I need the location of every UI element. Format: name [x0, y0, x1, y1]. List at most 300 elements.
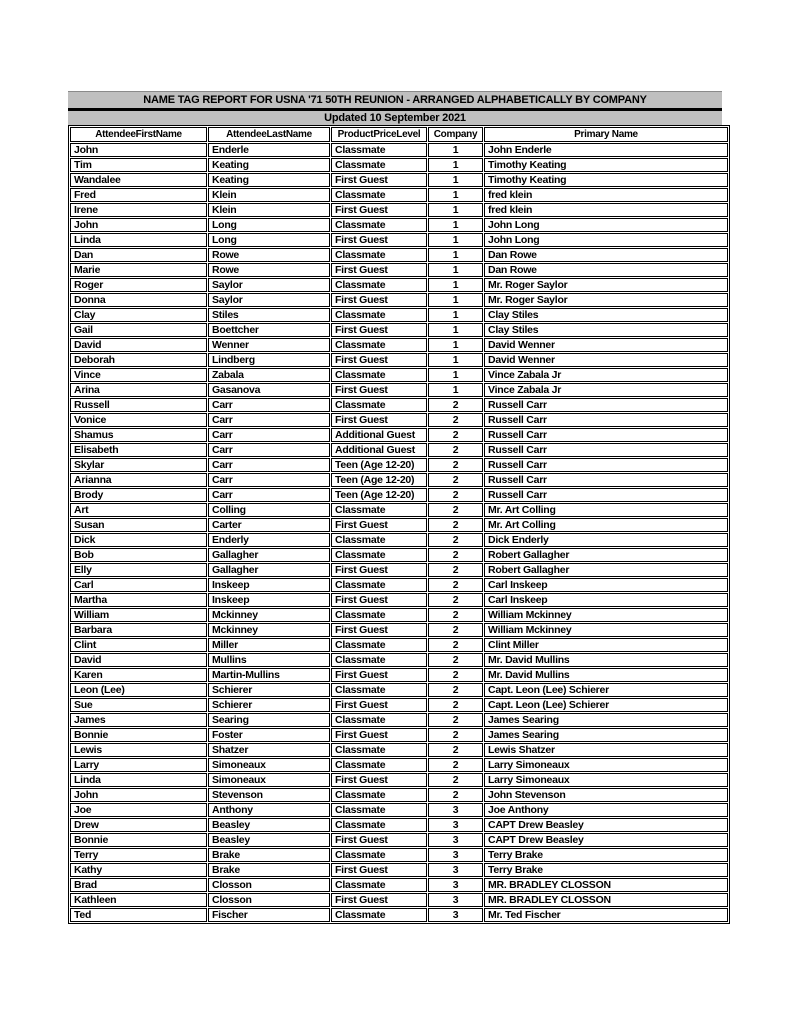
- cell-product-price-level: Classmate: [331, 758, 427, 772]
- cell-company: 2: [428, 578, 483, 592]
- cell-company: 1: [428, 308, 483, 322]
- cell-attendee-last-name: Boettcher: [208, 323, 330, 337]
- cell-primary-name: CAPT Drew Beasley: [484, 833, 728, 847]
- cell-company: 2: [428, 608, 483, 622]
- cell-attendee-first-name: Kathleen: [70, 893, 207, 907]
- cell-company: 2: [428, 503, 483, 517]
- table-row: [70, 833, 728, 847]
- cell-product-price-level: First Guest: [331, 833, 427, 847]
- cell-attendee-last-name: Shatzer: [208, 743, 330, 757]
- cell-primary-name: Dick Enderly: [484, 533, 728, 547]
- cell-product-price-level: Classmate: [331, 653, 427, 667]
- cell-primary-name: MR. BRADLEY CLOSSON: [484, 878, 728, 892]
- cell-attendee-first-name: Brad: [70, 878, 207, 892]
- table-row: [70, 893, 728, 907]
- cell-product-price-level: Classmate: [331, 878, 427, 892]
- table-row: [70, 158, 728, 172]
- cell-attendee-last-name: Inskeep: [208, 578, 330, 592]
- cell-attendee-last-name: Carr: [208, 488, 330, 502]
- cell-attendee-first-name: John: [70, 788, 207, 802]
- cell-attendee-first-name: Leon (Lee): [70, 683, 207, 697]
- table-row: [70, 308, 728, 322]
- cell-company: 1: [428, 353, 483, 367]
- cell-product-price-level: First Guest: [331, 593, 427, 607]
- cell-company: 2: [428, 458, 483, 472]
- cell-company: 2: [428, 788, 483, 802]
- cell-attendee-first-name: Karen: [70, 668, 207, 682]
- cell-product-price-level: Classmate: [331, 338, 427, 352]
- cell-company: 1: [428, 293, 483, 307]
- cell-attendee-first-name: Clint: [70, 638, 207, 652]
- cell-primary-name: Mr. Art Colling: [484, 503, 728, 517]
- cell-company: 1: [428, 248, 483, 262]
- cell-attendee-last-name: Carr: [208, 428, 330, 442]
- cell-attendee-last-name: Saylor: [208, 278, 330, 292]
- table-row: [70, 488, 728, 502]
- name-tag-table: [68, 125, 730, 924]
- cell-attendee-last-name: Martin-Mullins: [208, 668, 330, 682]
- cell-attendee-first-name: Roger: [70, 278, 207, 292]
- cell-attendee-first-name: Linda: [70, 233, 207, 247]
- table-row: [70, 593, 728, 607]
- cell-company: 1: [428, 203, 483, 217]
- cell-product-price-level: Classmate: [331, 368, 427, 382]
- cell-product-price-level: Classmate: [331, 818, 427, 832]
- table-row: [70, 263, 728, 277]
- table-row: [70, 578, 728, 592]
- cell-company: 2: [428, 743, 483, 757]
- table-row: [70, 443, 728, 457]
- cell-product-price-level: Classmate: [331, 248, 427, 262]
- cell-primary-name: Mr. Roger Saylor: [484, 293, 728, 307]
- table-row: [70, 533, 728, 547]
- cell-product-price-level: Teen (Age 12-20): [331, 488, 427, 502]
- cell-primary-name: William Mckinney: [484, 623, 728, 637]
- cell-primary-name: John Long: [484, 233, 728, 247]
- table-row: [70, 623, 728, 637]
- cell-product-price-level: First Guest: [331, 323, 427, 337]
- cell-primary-name: Clay Stiles: [484, 308, 728, 322]
- cell-attendee-last-name: Schierer: [208, 683, 330, 697]
- cell-attendee-first-name: Kathy: [70, 863, 207, 877]
- cell-company: 3: [428, 848, 483, 862]
- cell-company: 2: [428, 638, 483, 652]
- cell-attendee-first-name: Terry: [70, 848, 207, 862]
- table-row: [70, 473, 728, 487]
- table-row: [70, 638, 728, 652]
- cell-attendee-first-name: Martha: [70, 593, 207, 607]
- report-title: NAME TAG REPORT FOR USNA '71 50TH REUNION - ARRANGED ALPHABETICALLY BY COMPANY: [68, 91, 722, 111]
- cell-company: 2: [428, 488, 483, 502]
- cell-attendee-last-name: Keating: [208, 173, 330, 187]
- cell-company: 1: [428, 218, 483, 232]
- table-row: [70, 368, 728, 382]
- cell-primary-name: Robert Gallagher: [484, 548, 728, 562]
- cell-attendee-first-name: David: [70, 338, 207, 352]
- cell-product-price-level: Additional Guest: [331, 428, 427, 442]
- cell-company: 2: [428, 773, 483, 787]
- cell-attendee-first-name: Tim: [70, 158, 207, 172]
- cell-company: 2: [428, 713, 483, 727]
- cell-company: 2: [428, 443, 483, 457]
- cell-attendee-first-name: Drew: [70, 818, 207, 832]
- cell-product-price-level: Classmate: [331, 278, 427, 292]
- table-row: [70, 788, 728, 802]
- cell-primary-name: Dan Rowe: [484, 263, 728, 277]
- table-row: [70, 863, 728, 877]
- cell-attendee-last-name: Simoneaux: [208, 773, 330, 787]
- cell-attendee-first-name: David: [70, 653, 207, 667]
- table-body: [70, 143, 728, 922]
- cell-attendee-first-name: Sue: [70, 698, 207, 712]
- cell-product-price-level: Classmate: [331, 188, 427, 202]
- cell-company: 1: [428, 338, 483, 352]
- cell-attendee-last-name: Carr: [208, 473, 330, 487]
- cell-attendee-last-name: Enderle: [208, 143, 330, 157]
- cell-attendee-first-name: Vonice: [70, 413, 207, 427]
- cell-primary-name: Clint Miller: [484, 638, 728, 652]
- cell-attendee-first-name: Marie: [70, 263, 207, 277]
- cell-attendee-first-name: Susan: [70, 518, 207, 532]
- cell-attendee-last-name: Fischer: [208, 908, 330, 922]
- cell-primary-name: Mr. Roger Saylor: [484, 278, 728, 292]
- cell-attendee-last-name: Brake: [208, 848, 330, 862]
- cell-primary-name: Russell Carr: [484, 473, 728, 487]
- table-row: [70, 353, 728, 367]
- cell-attendee-last-name: Mullins: [208, 653, 330, 667]
- cell-attendee-last-name: Schierer: [208, 698, 330, 712]
- table-row: [70, 398, 728, 412]
- cell-attendee-last-name: Wenner: [208, 338, 330, 352]
- cell-attendee-first-name: Linda: [70, 773, 207, 787]
- cell-attendee-first-name: Elly: [70, 563, 207, 577]
- cell-company: 2: [428, 548, 483, 562]
- cell-primary-name: Carl Inskeep: [484, 578, 728, 592]
- cell-company: 1: [428, 368, 483, 382]
- cell-company: 3: [428, 803, 483, 817]
- cell-company: 2: [428, 683, 483, 697]
- cell-primary-name: Vince Zabala Jr: [484, 383, 728, 397]
- column-header-product-price-level: ProductPriceLevel: [331, 127, 427, 142]
- cell-primary-name: fred klein: [484, 188, 728, 202]
- cell-product-price-level: First Guest: [331, 383, 427, 397]
- cell-company: 2: [428, 728, 483, 742]
- cell-attendee-last-name: Klein: [208, 203, 330, 217]
- cell-primary-name: Russell Carr: [484, 458, 728, 472]
- cell-attendee-last-name: Klein: [208, 188, 330, 202]
- cell-attendee-last-name: Simoneaux: [208, 758, 330, 772]
- cell-attendee-last-name: Rowe: [208, 248, 330, 262]
- cell-product-price-level: Classmate: [331, 803, 427, 817]
- cell-attendee-first-name: Ted: [70, 908, 207, 922]
- cell-product-price-level: First Guest: [331, 293, 427, 307]
- table-row: [70, 878, 728, 892]
- column-header-attendee-last-name: AttendeeLastName: [208, 127, 330, 142]
- cell-company: 2: [428, 623, 483, 637]
- cell-attendee-first-name: Donna: [70, 293, 207, 307]
- cell-product-price-level: Classmate: [331, 713, 427, 727]
- cell-product-price-level: Classmate: [331, 743, 427, 757]
- cell-attendee-first-name: Vince: [70, 368, 207, 382]
- cell-primary-name: Mr. Ted Fischer: [484, 908, 728, 922]
- table-row: [70, 668, 728, 682]
- cell-product-price-level: Classmate: [331, 218, 427, 232]
- table-row: [70, 218, 728, 232]
- cell-attendee-first-name: Joe: [70, 803, 207, 817]
- cell-product-price-level: Teen (Age 12-20): [331, 473, 427, 487]
- cell-product-price-level: First Guest: [331, 263, 427, 277]
- cell-attendee-first-name: Gail: [70, 323, 207, 337]
- cell-product-price-level: First Guest: [331, 413, 427, 427]
- cell-company: 2: [428, 593, 483, 607]
- cell-product-price-level: First Guest: [331, 623, 427, 637]
- cell-product-price-level: Classmate: [331, 398, 427, 412]
- cell-company: 1: [428, 158, 483, 172]
- cell-product-price-level: Additional Guest: [331, 443, 427, 457]
- table-row: [70, 143, 728, 157]
- cell-primary-name: Larry Simoneaux: [484, 758, 728, 772]
- table-row: [70, 758, 728, 772]
- cell-attendee-first-name: James: [70, 713, 207, 727]
- cell-primary-name: Capt. Leon (Lee) Schierer: [484, 683, 728, 697]
- cell-company: 1: [428, 188, 483, 202]
- cell-primary-name: Russell Carr: [484, 488, 728, 502]
- table-row: [70, 293, 728, 307]
- cell-product-price-level: First Guest: [331, 668, 427, 682]
- cell-company: 1: [428, 383, 483, 397]
- cell-product-price-level: First Guest: [331, 863, 427, 877]
- cell-primary-name: Timothy Keating: [484, 158, 728, 172]
- column-header-attendee-first-name: AttendeeFirstName: [70, 127, 207, 142]
- cell-product-price-level: Classmate: [331, 608, 427, 622]
- cell-company: 2: [428, 698, 483, 712]
- cell-product-price-level: First Guest: [331, 518, 427, 532]
- cell-primary-name: John Stevenson: [484, 788, 728, 802]
- table-row: [70, 383, 728, 397]
- cell-product-price-level: Teen (Age 12-20): [331, 458, 427, 472]
- table-row: [70, 713, 728, 727]
- cell-attendee-first-name: John: [70, 218, 207, 232]
- cell-attendee-last-name: Stiles: [208, 308, 330, 322]
- cell-primary-name: Mr. David Mullins: [484, 653, 728, 667]
- table-row: [70, 548, 728, 562]
- table-row: [70, 608, 728, 622]
- cell-primary-name: David Wenner: [484, 353, 728, 367]
- cell-product-price-level: First Guest: [331, 728, 427, 742]
- cell-attendee-last-name: Keating: [208, 158, 330, 172]
- cell-product-price-level: First Guest: [331, 353, 427, 367]
- cell-primary-name: Carl Inskeep: [484, 593, 728, 607]
- cell-company: 3: [428, 863, 483, 877]
- cell-company: 1: [428, 233, 483, 247]
- cell-product-price-level: Classmate: [331, 533, 427, 547]
- cell-attendee-first-name: Shamus: [70, 428, 207, 442]
- cell-attendee-last-name: Inskeep: [208, 593, 330, 607]
- table-row: [70, 803, 728, 817]
- cell-attendee-last-name: Rowe: [208, 263, 330, 277]
- cell-attendee-first-name: John: [70, 143, 207, 157]
- cell-attendee-last-name: Zabala: [208, 368, 330, 382]
- cell-attendee-last-name: Foster: [208, 728, 330, 742]
- column-header-company: Company: [428, 127, 483, 142]
- cell-attendee-first-name: Clay: [70, 308, 207, 322]
- cell-attendee-last-name: Mckinney: [208, 623, 330, 637]
- cell-primary-name: James Searing: [484, 728, 728, 742]
- cell-primary-name: Terry Brake: [484, 863, 728, 877]
- cell-product-price-level: Classmate: [331, 548, 427, 562]
- cell-product-price-level: Classmate: [331, 143, 427, 157]
- table-row: [70, 848, 728, 862]
- cell-product-price-level: First Guest: [331, 203, 427, 217]
- cell-attendee-last-name: Gallagher: [208, 548, 330, 562]
- cell-primary-name: MR. BRADLEY CLOSSON: [484, 893, 728, 907]
- header-row: [70, 127, 728, 142]
- cell-attendee-first-name: Art: [70, 503, 207, 517]
- cell-attendee-last-name: Gallagher: [208, 563, 330, 577]
- cell-primary-name: Larry Simoneaux: [484, 773, 728, 787]
- cell-attendee-first-name: Dick: [70, 533, 207, 547]
- table-row: [70, 188, 728, 202]
- table-row: [70, 698, 728, 712]
- cell-product-price-level: Classmate: [331, 788, 427, 802]
- cell-attendee-last-name: Carr: [208, 413, 330, 427]
- cell-company: 3: [428, 893, 483, 907]
- cell-attendee-last-name: Searing: [208, 713, 330, 727]
- report-sheet: [68, 91, 722, 924]
- table-header: [70, 127, 728, 142]
- cell-product-price-level: First Guest: [331, 233, 427, 247]
- cell-attendee-last-name: Beasley: [208, 818, 330, 832]
- cell-company: 2: [428, 653, 483, 667]
- cell-company: 2: [428, 398, 483, 412]
- cell-product-price-level: First Guest: [331, 173, 427, 187]
- table-row: [70, 773, 728, 787]
- table-row: [70, 458, 728, 472]
- cell-attendee-last-name: Beasley: [208, 833, 330, 847]
- cell-attendee-last-name: Gasanova: [208, 383, 330, 397]
- cell-product-price-level: Classmate: [331, 848, 427, 862]
- cell-primary-name: John Long: [484, 218, 728, 232]
- cell-attendee-last-name: Enderly: [208, 533, 330, 547]
- cell-attendee-last-name: Anthony: [208, 803, 330, 817]
- cell-attendee-first-name: Russell: [70, 398, 207, 412]
- table-row: [70, 338, 728, 352]
- cell-attendee-first-name: Dan: [70, 248, 207, 262]
- cell-attendee-first-name: Bonnie: [70, 833, 207, 847]
- cell-company: 3: [428, 833, 483, 847]
- table-row: [70, 173, 728, 187]
- cell-product-price-level: Classmate: [331, 908, 427, 922]
- cell-attendee-last-name: Saylor: [208, 293, 330, 307]
- cell-attendee-first-name: Carl: [70, 578, 207, 592]
- cell-company: 1: [428, 173, 483, 187]
- cell-product-price-level: First Guest: [331, 563, 427, 577]
- cell-primary-name: David Wenner: [484, 338, 728, 352]
- table-row: [70, 203, 728, 217]
- cell-company: 2: [428, 758, 483, 772]
- cell-product-price-level: Classmate: [331, 308, 427, 322]
- cell-company: 1: [428, 323, 483, 337]
- cell-attendee-last-name: Long: [208, 233, 330, 247]
- cell-product-price-level: First Guest: [331, 773, 427, 787]
- cell-attendee-first-name: Larry: [70, 758, 207, 772]
- report-subtitle: Updated 10 September 2021: [68, 111, 722, 125]
- cell-attendee-first-name: Lewis: [70, 743, 207, 757]
- cell-attendee-first-name: Wandalee: [70, 173, 207, 187]
- cell-attendee-last-name: Colling: [208, 503, 330, 517]
- cell-primary-name: Capt. Leon (Lee) Schierer: [484, 698, 728, 712]
- cell-attendee-first-name: William: [70, 608, 207, 622]
- cell-primary-name: Clay Stiles: [484, 323, 728, 337]
- table-row: [70, 743, 728, 757]
- cell-company: 2: [428, 473, 483, 487]
- cell-product-price-level: Classmate: [331, 578, 427, 592]
- table-row: [70, 278, 728, 292]
- cell-company: 2: [428, 563, 483, 577]
- cell-primary-name: fred klein: [484, 203, 728, 217]
- cell-primary-name: Russell Carr: [484, 428, 728, 442]
- table-row: [70, 563, 728, 577]
- table-row: [70, 428, 728, 442]
- cell-attendee-last-name: Mckinney: [208, 608, 330, 622]
- cell-attendee-first-name: Elisabeth: [70, 443, 207, 457]
- table-row: [70, 518, 728, 532]
- cell-primary-name: Lewis Shatzer: [484, 743, 728, 757]
- cell-primary-name: Robert Gallagher: [484, 563, 728, 577]
- cell-attendee-last-name: Closson: [208, 893, 330, 907]
- table-row: [70, 683, 728, 697]
- cell-attendee-last-name: Carr: [208, 443, 330, 457]
- cell-primary-name: William Mckinney: [484, 608, 728, 622]
- cell-primary-name: Timothy Keating: [484, 173, 728, 187]
- cell-attendee-first-name: Barbara: [70, 623, 207, 637]
- cell-primary-name: James Searing: [484, 713, 728, 727]
- table-row: [70, 413, 728, 427]
- cell-primary-name: Mr. David Mullins: [484, 668, 728, 682]
- cell-primary-name: Vince Zabala Jr: [484, 368, 728, 382]
- cell-product-price-level: First Guest: [331, 698, 427, 712]
- cell-attendee-first-name: Arina: [70, 383, 207, 397]
- cell-primary-name: Joe Anthony: [484, 803, 728, 817]
- cell-attendee-last-name: Closson: [208, 878, 330, 892]
- cell-attendee-last-name: Stevenson: [208, 788, 330, 802]
- table-row: [70, 653, 728, 667]
- cell-attendee-last-name: Lindberg: [208, 353, 330, 367]
- table-row: [70, 323, 728, 337]
- cell-primary-name: Russell Carr: [484, 398, 728, 412]
- cell-product-price-level: First Guest: [331, 893, 427, 907]
- cell-attendee-last-name: Brake: [208, 863, 330, 877]
- cell-attendee-first-name: Bob: [70, 548, 207, 562]
- cell-product-price-level: Classmate: [331, 158, 427, 172]
- cell-attendee-first-name: Arianna: [70, 473, 207, 487]
- cell-attendee-last-name: Miller: [208, 638, 330, 652]
- cell-company: 2: [428, 533, 483, 547]
- table-row: [70, 908, 728, 922]
- cell-product-price-level: Classmate: [331, 503, 427, 517]
- cell-product-price-level: Classmate: [331, 638, 427, 652]
- cell-company: 1: [428, 143, 483, 157]
- cell-primary-name: Dan Rowe: [484, 248, 728, 262]
- cell-primary-name: Russell Carr: [484, 413, 728, 427]
- cell-primary-name: John Enderle: [484, 143, 728, 157]
- cell-attendee-first-name: Skylar: [70, 458, 207, 472]
- cell-company: 3: [428, 878, 483, 892]
- column-header-primary-name: Primary Name: [484, 127, 728, 142]
- cell-company: 2: [428, 518, 483, 532]
- cell-primary-name: Russell Carr: [484, 443, 728, 457]
- cell-primary-name: Terry Brake: [484, 848, 728, 862]
